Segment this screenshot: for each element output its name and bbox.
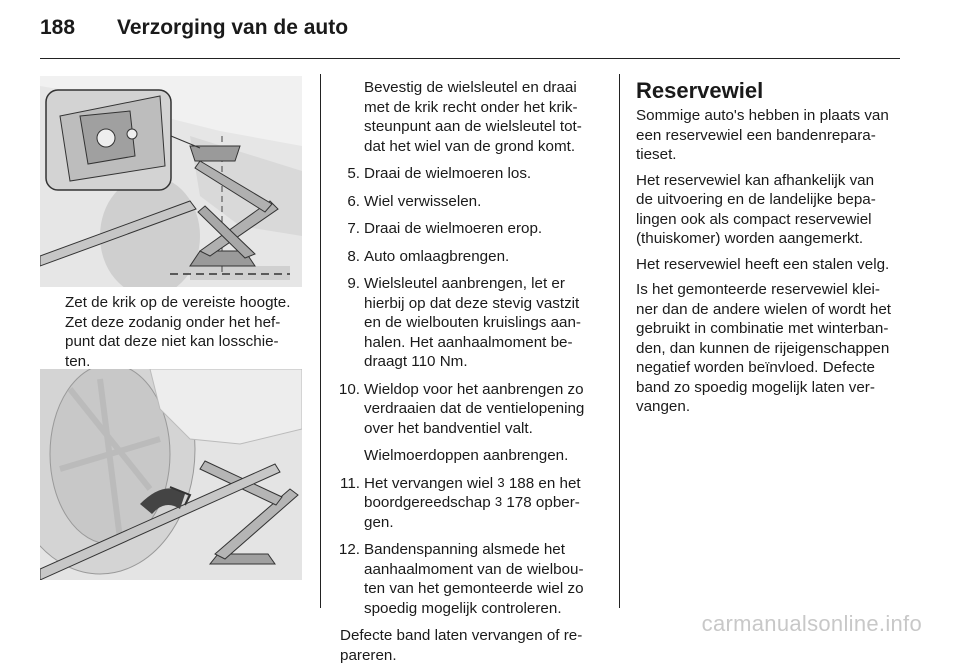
- procedure-steps: [320, 78, 605, 665]
- text-line: steunpunt aan de wielsleutel tot-: [364, 117, 605, 137]
- text-line: ten van het gemonteerde wiel zo: [364, 579, 605, 599]
- text-line: Bevestig de wielsleutel en draai: [364, 78, 605, 98]
- text-line: Het reservewiel heeft een stalen velg.: [636, 255, 904, 275]
- caption-line: punt dat deze niet kan losschie-: [65, 332, 290, 352]
- text-line: negatief worden beïnvloed. Defecte: [636, 358, 904, 378]
- text-line: Het reservewiel kan afhankelijk van: [636, 171, 904, 191]
- text-line: dat het wiel van de grond komt.: [364, 137, 605, 157]
- page-reference-link[interactable]: 178: [506, 494, 531, 511]
- column-divider-right: [619, 74, 620, 608]
- watermark: carmanualsonline.info: [702, 611, 922, 637]
- text-line: Wielsleutel aanbrengen, let er: [364, 274, 605, 294]
- step-8: [320, 247, 605, 267]
- caption-line: Zet de krik op de vereiste hoogte.: [65, 293, 290, 313]
- step-6: [320, 192, 605, 212]
- text-line: gen.: [364, 513, 605, 533]
- page-reference-icon: 3: [497, 473, 504, 493]
- caption-line: ten.: [65, 352, 290, 372]
- jack-lift-point-illustration: [40, 76, 302, 287]
- paragraph: [636, 106, 904, 165]
- spare-wheel-section: [636, 78, 904, 423]
- text-line: Wiel verwisselen.: [364, 192, 605, 212]
- text-line: (thuiskomer) worden aangemerkt.: [636, 229, 904, 249]
- text-line: Sommige auto's hebben in plaats van: [636, 106, 904, 126]
- text-line: met de krik recht onder het krik-: [364, 98, 605, 118]
- step-number: 7.: [320, 219, 360, 239]
- step-number: 11.: [320, 474, 360, 494]
- step-10: [320, 380, 605, 439]
- page-reference-link[interactable]: 188: [509, 475, 534, 492]
- page-number: 188: [40, 16, 75, 40]
- defect-tyre-note: [340, 626, 605, 665]
- text-line: Auto omlaagbrengen.: [364, 247, 605, 267]
- text-line: halen. Het aanhaalmoment be-: [364, 333, 605, 353]
- text-line: draagt 110 Nm.: [364, 352, 605, 372]
- text-line: tieset.: [636, 145, 904, 165]
- text-line: Is het gemonteerde reservewiel klei-: [636, 280, 904, 300]
- step-number: 8.: [320, 247, 360, 267]
- step-7: [320, 219, 605, 239]
- header-rule: [40, 58, 900, 59]
- jack-height-caption: [65, 293, 290, 371]
- text-line: spoedig mogelijk controleren.: [364, 599, 605, 619]
- text-line: vangen.: [636, 397, 904, 417]
- text-fragment: en het: [534, 475, 580, 492]
- step-number: 9.: [320, 274, 360, 294]
- text-line: band zo spoedig mogelijk laten ver-: [636, 378, 904, 398]
- step-number: 6.: [320, 192, 360, 212]
- text-line: een reservewiel een bandenrepara-: [636, 126, 904, 146]
- text-line: de uitvoering en de landelijke bepa-: [636, 190, 904, 210]
- step-9: [320, 274, 605, 372]
- text-line: lingen ook als compact reservewiel: [636, 210, 904, 230]
- text-fragment: boordgereedschap: [364, 494, 495, 511]
- text-line: Draai de wielmoeren erop.: [364, 219, 605, 239]
- text-fragment: Het vervangen wiel: [364, 475, 497, 492]
- text-line: Defecte band laten vervangen of re-: [340, 626, 605, 646]
- caption-line: Zet deze zodanig onder het hef-: [65, 313, 290, 333]
- step-11: [320, 474, 605, 533]
- paragraph: [636, 280, 904, 417]
- text-line: [364, 474, 605, 494]
- text-line: en de wielbouten kruislings aan-: [364, 313, 605, 333]
- text-line: hierbij op dat deze stevig vastzit: [364, 294, 605, 314]
- step-5: [320, 164, 605, 184]
- text-line: ner dan de andere wielen of wordt het: [636, 300, 904, 320]
- text-line: Wielmoerdoppen aanbrengen.: [364, 446, 605, 466]
- step-number: 5.: [320, 164, 360, 184]
- text-line: gebruikt in combinatie met winterban-: [636, 319, 904, 339]
- wheel-wrench-jack-illustration: [40, 369, 302, 580]
- text-fragment: opber-: [532, 494, 580, 511]
- step-number: 10.: [320, 380, 360, 400]
- paragraph: [636, 255, 904, 275]
- text-line: Bandenspanning alsmede het: [364, 540, 605, 560]
- text-line: Wieldop voor het aanbrengen zo: [364, 380, 605, 400]
- text-line: den, dan kunnen de rijeigenschappen: [636, 339, 904, 359]
- text-line: verdraaien dat de ventielopening: [364, 399, 605, 419]
- section-title: Verzorging van de auto: [117, 16, 348, 40]
- paragraph: [636, 171, 904, 249]
- wrench-intro: [364, 78, 605, 156]
- text-line: over het bandventiel valt.: [364, 419, 605, 439]
- text-line: [364, 493, 605, 513]
- section-heading: Reservewiel: [636, 78, 904, 104]
- text-line: aanhaalmoment van de wielbou-: [364, 560, 605, 580]
- step-10-extra: [364, 446, 605, 466]
- text-line: Draai de wielmoeren los.: [364, 164, 605, 184]
- text-line: pareren.: [340, 646, 605, 665]
- page-reference-icon: 3: [495, 492, 502, 512]
- step-12: [320, 540, 605, 618]
- step-number: 12.: [320, 540, 360, 560]
